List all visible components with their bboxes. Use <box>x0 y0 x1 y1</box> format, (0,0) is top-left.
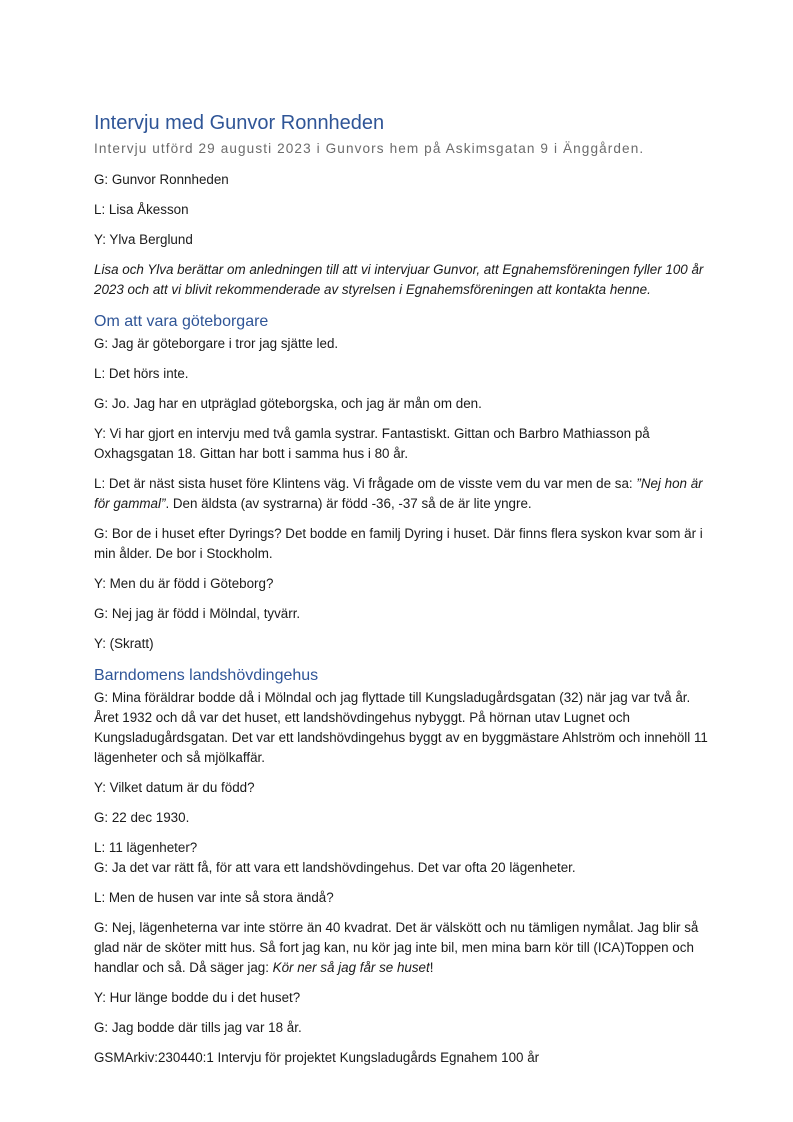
text-span: L: Det är näst sista huset före Klintens väg. Vi frågade om de visste vem du var men de sa: <box>94 476 637 491</box>
paragraph: G: Mina föräldrar bodde då i Mölndal och jag flyttade till Kungsladugårdsgatan (32) när jag var två år. Året 1932 och då var det huset, ett landshövdingehus nybyggt. På hörnan utav Lugnet och Kungsladugårdsgatan. Det var ett landshövdingehus byggt av en byggmästare Ahlström och innehöll 11 lägenheter och så mjölkaffär. <box>94 690 708 765</box>
participant-g: G: Gunvor Ronnheden <box>94 172 229 187</box>
section-heading-gothenburger: Om att vara göteborgare <box>94 313 269 330</box>
paragraph: L: Men de husen var inte så stora ändå? <box>94 890 334 905</box>
paragraph: Y: Vi har gjort en intervju med två gamla systrar. Fantastiskt. Gittan och Barbro Mathiasson på Oxhagsgatan 18. Gittan har bott i samma hus i 80 år. <box>94 426 650 461</box>
section-heading-childhood-house: Barndomens landshövdingehus <box>94 667 319 684</box>
archive-reference: GSMArkiv:230440:1 Intervju för projektet Kungsladugårds Egnahem 100 år <box>94 1050 540 1065</box>
paragraph: G: Nej jag är född i Mölndal, tyvärr. <box>94 606 301 621</box>
text-span: ! <box>429 960 434 975</box>
paragraph <box>94 918 714 978</box>
text-line: L: 11 lägenheter? <box>94 840 198 855</box>
text-span: G: Nej, lägenheterna var inte större än 40 kvadrat. Det är välskött och nu tämligen nymålat. Jag blir så glad när de sköter mitt hus. Så fort jag kan, nu kör jag inte bil, men mina barn kör till (ICA)Toppen och handlar och så. Då säger jag: <box>94 920 699 975</box>
paragraph: Y: (Skratt) <box>94 636 154 651</box>
document-page <box>94 108 714 1078</box>
paragraph: Y: Vilket datum är du född? <box>94 780 255 795</box>
quote-italic: ”Nej hon är för gammal” <box>94 476 703 511</box>
intro-paragraph: Lisa och Ylva berättar om anledningen till att vi intervjuar Gunvor, att Egnahemsföreningen fyller 100 år 2023 och att vi blivit rekommenderade av styrelsen i Egnahemsföreningen att kontakta henne. <box>94 262 704 297</box>
document-subtitle: Intervju utförd 29 augusti 2023 i Gunvors hem på Askimsgatan 9 i Änggården. <box>94 141 645 156</box>
paragraph <box>94 838 714 878</box>
participant-l: L: Lisa Åkesson <box>94 202 189 217</box>
paragraph: G: 22 dec 1930. <box>94 810 190 825</box>
paragraph: L: Det hörs inte. <box>94 366 189 381</box>
paragraph: G: Jag bodde där tills jag var 18 år. <box>94 1020 302 1035</box>
paragraph: Y: Hur länge bodde du i det huset? <box>94 990 301 1005</box>
paragraph: G: Bor de i huset efter Dyrings? Det bodde en familj Dyring i huset. Där finns flera syskon kvar som är i min ålder. De bor i Stockholm. <box>94 526 703 561</box>
document-title: Intervju med Gunvor Ronnheden <box>94 112 385 134</box>
paragraph: Y: Men du är född i Göteborg? <box>94 576 274 591</box>
quote-italic: Kör ner så jag får se huset <box>272 960 430 975</box>
paragraph <box>94 474 714 514</box>
text-line: G: Ja det var rätt få, för att vara ett landshövdingehus. Det var ofta 20 lägenheter. <box>94 860 576 875</box>
text-span: . Den äldsta (av systrarna) är född -36, -37 så de är lite yngre. <box>165 496 532 511</box>
participant-y: Y: Ylva Berglund <box>94 232 193 247</box>
paragraph: G: Jo. Jag har en utpräglad göteborgska, och jag är mån om den. <box>94 396 482 411</box>
paragraph: G: Jag är göteborgare i tror jag sjätte led. <box>94 336 339 351</box>
